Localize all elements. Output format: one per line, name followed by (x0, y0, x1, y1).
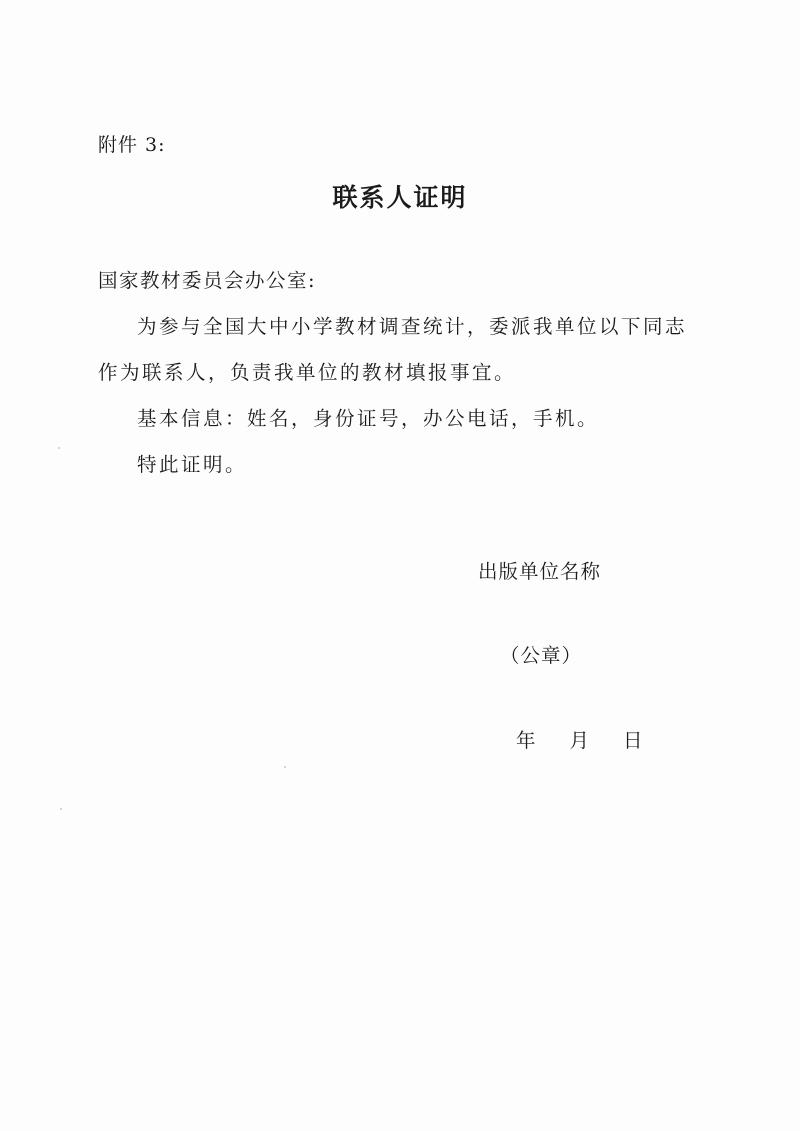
date-year: 年 (516, 729, 536, 752)
date-day: 日 (623, 729, 643, 752)
body-paragraph-closing: 特此证明。 (137, 453, 248, 476)
date-month: 月 (569, 729, 590, 752)
body-paragraph-purpose: 为参与全国大中小学教材调查统计，委派我单位以下同志作为联系人，负责我单位的教材填报事宜。 (98, 315, 688, 384)
addressee: 国家教材委员会办公室: (98, 269, 317, 292)
signature-unit-name: 出版单位名称 (478, 560, 602, 583)
signature-date (516, 725, 643, 753)
signature-seal: （公章） (500, 644, 583, 667)
scan-speck (58, 447, 60, 449)
document-title: 联系人证明 (332, 183, 468, 212)
scan-speck (60, 808, 62, 810)
attachment-label: 附件 3: (98, 134, 166, 156)
document-body (98, 258, 708, 488)
body-paragraph-basic-info: 基本信息：姓名，身份证号，办公电话，手机。 (137, 407, 600, 430)
scan-speck (284, 766, 286, 768)
